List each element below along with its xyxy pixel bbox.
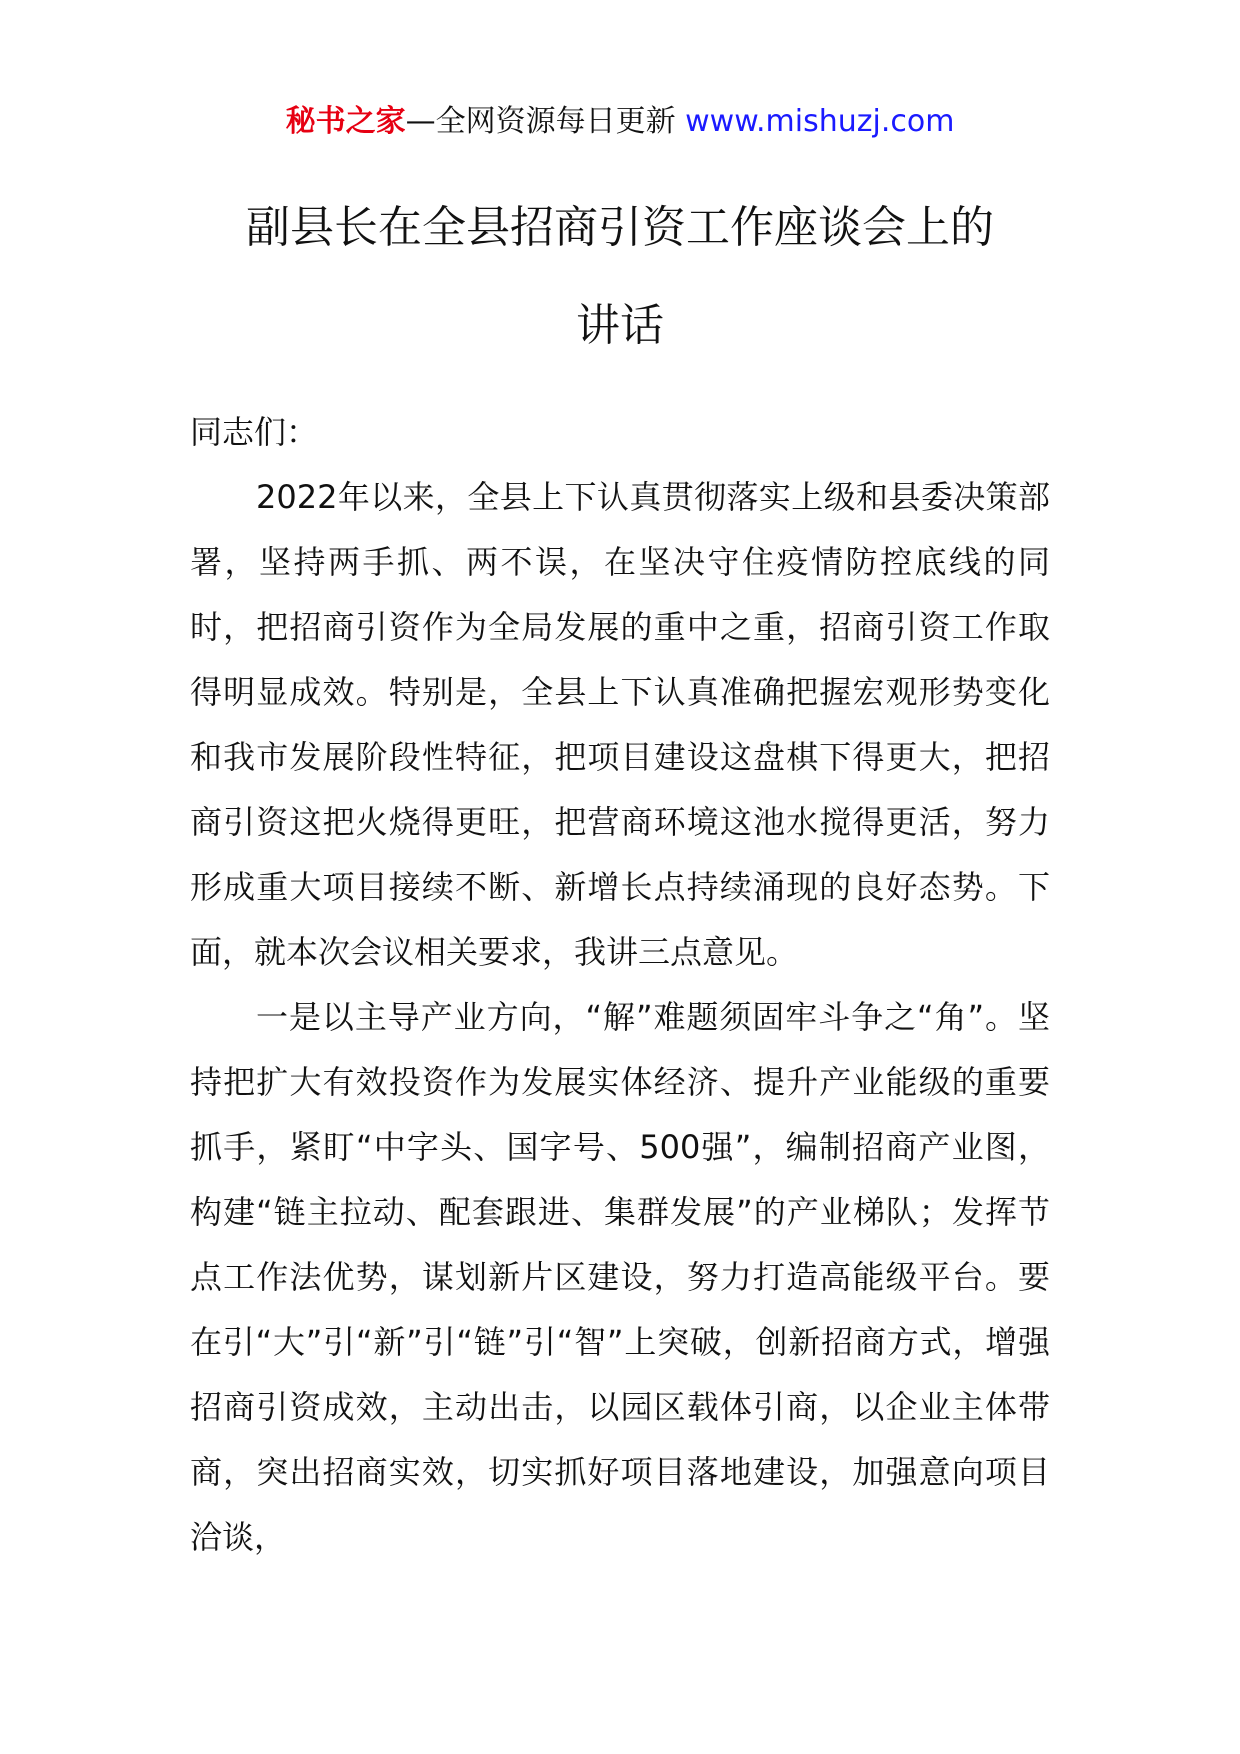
document-body — [190, 400, 1050, 1570]
document-title-line-2: 讲话 — [576, 300, 664, 351]
site-url-link[interactable]: www.mishuzj.com — [685, 104, 955, 139]
paragraph-1: 2022年以来，全县上下认真贯彻落实上级和县委决策部署，坚持两手抓、两不误，在坚决守住疫情防控底线的同时，把招商引资作为全局发展的重中之重，招商引资工作取得明显成效。特别是，全县上下认真准确把握宏观形势变化和我市发展阶段性特征，把项目建设这盘棋下得更大，把招商引资这把火烧得更旺，把营商环境这池水搅得更活，努力形成重大项目接续不断、新增长点持续涌现的良好态势。下面，就本次会议相关要求，我讲三点意见。 — [190, 478, 1050, 971]
paragraph-2: 一是以主导产业方向，“解”难题须固牢斗争之“角”。坚持把扩大有效投资作为发展实体经济、提升产业能级的重要抓手，紧盯“中字头、国字号、500强”，编制招商产业图，构建“链主拉动、配套跟进、集群发展”的产业梯队；发挥节点工作法优势，谋划新片区建设，努力打造高能级平台。要在引“大”引“新”引“链”引“智”上突破，创新招商方式，增强招商引资成效，主动出击，以园区载体引商，以企业主体带商，突出招商实效，切实抓好项目落地建设，加强意向项目洽谈， — [190, 998, 1050, 1556]
document-title-line-1: 副县长在全县招商引资工作座谈会上的 — [246, 202, 994, 253]
salutation: 同志们： — [190, 413, 319, 451]
header-tagline: —全网资源每日更新 — [405, 104, 686, 139]
brand-name: 秘书之家 — [285, 104, 406, 139]
site-header — [0, 100, 1240, 144]
